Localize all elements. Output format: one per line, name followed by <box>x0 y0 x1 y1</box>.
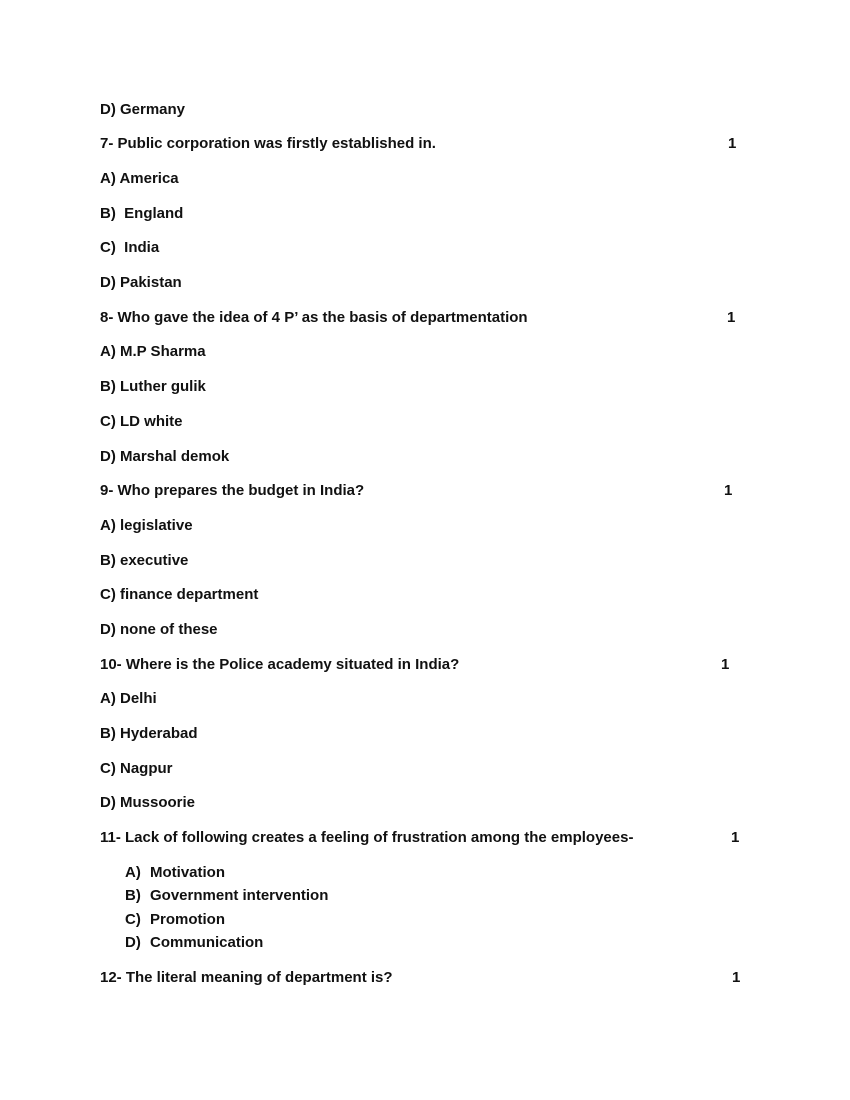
question-11-option-b <box>125 887 328 905</box>
option-text: Communication <box>150 934 264 951</box>
question-11-marks: 1 <box>731 829 740 846</box>
question-10-option-b: B) Hyderabad <box>100 725 198 742</box>
question-9-option-b: B) executive <box>100 552 189 569</box>
question-11-option-c <box>125 911 225 929</box>
question-10-option-d: D) Mussoorie <box>100 794 196 811</box>
question-8-option-d: D) Marshal demok <box>100 448 230 465</box>
question-11-text: 11- Lack of following creates a feeling of frustration among the employees- <box>100 829 634 846</box>
option-text: Motivation <box>150 864 225 881</box>
option-letter: D) <box>125 934 141 951</box>
question-7-option-b: B) England <box>100 205 184 222</box>
question-11-option-d <box>125 934 263 952</box>
question-9-option-a: A) legislative <box>100 517 193 534</box>
question-12-marks: 1 <box>732 969 741 986</box>
option-letter: A) <box>125 864 141 881</box>
question-10-marks: 1 <box>721 656 730 673</box>
option-letter: C) <box>125 911 141 928</box>
option-text: Promotion <box>150 911 225 928</box>
question-8-text: 8- Who gave the idea of 4 P’ as the basis of departmentation <box>100 309 528 326</box>
question-9-marks: 1 <box>724 482 733 499</box>
question-12-text: 12- The literal meaning of department is? <box>100 969 393 986</box>
question-8-marks: 1 <box>727 309 736 326</box>
question-7-option-a: A) America <box>100 170 179 187</box>
question-10-option-a: A) Delhi <box>100 690 157 707</box>
question-7-text: 7- Public corporation was firstly established in. <box>100 135 436 152</box>
question-9-option-c: C) finance department <box>100 586 259 603</box>
question-7-marks: 1 <box>728 135 737 152</box>
question-10-text: 10- Where is the Police academy situated in India? <box>100 656 460 673</box>
question-10-option-c: C) Nagpur <box>100 760 173 777</box>
option-letter: B) <box>125 887 141 904</box>
question-8-option-c: C) LD white <box>100 413 183 430</box>
question-9-option-d: D) none of these <box>100 621 218 638</box>
question-7-option-d: D) Pakistan <box>100 274 182 291</box>
question-8-option-b: B) Luther gulik <box>100 378 206 395</box>
question-9-text: 9- Who prepares the budget in India? <box>100 482 365 499</box>
question-11-option-a <box>125 864 225 882</box>
question-8-option-a: A) M.P Sharma <box>100 343 206 360</box>
question-7-option-c: C) India <box>100 239 160 256</box>
option-text: Government intervention <box>150 887 329 904</box>
option-germany: D) Germany <box>100 101 186 118</box>
